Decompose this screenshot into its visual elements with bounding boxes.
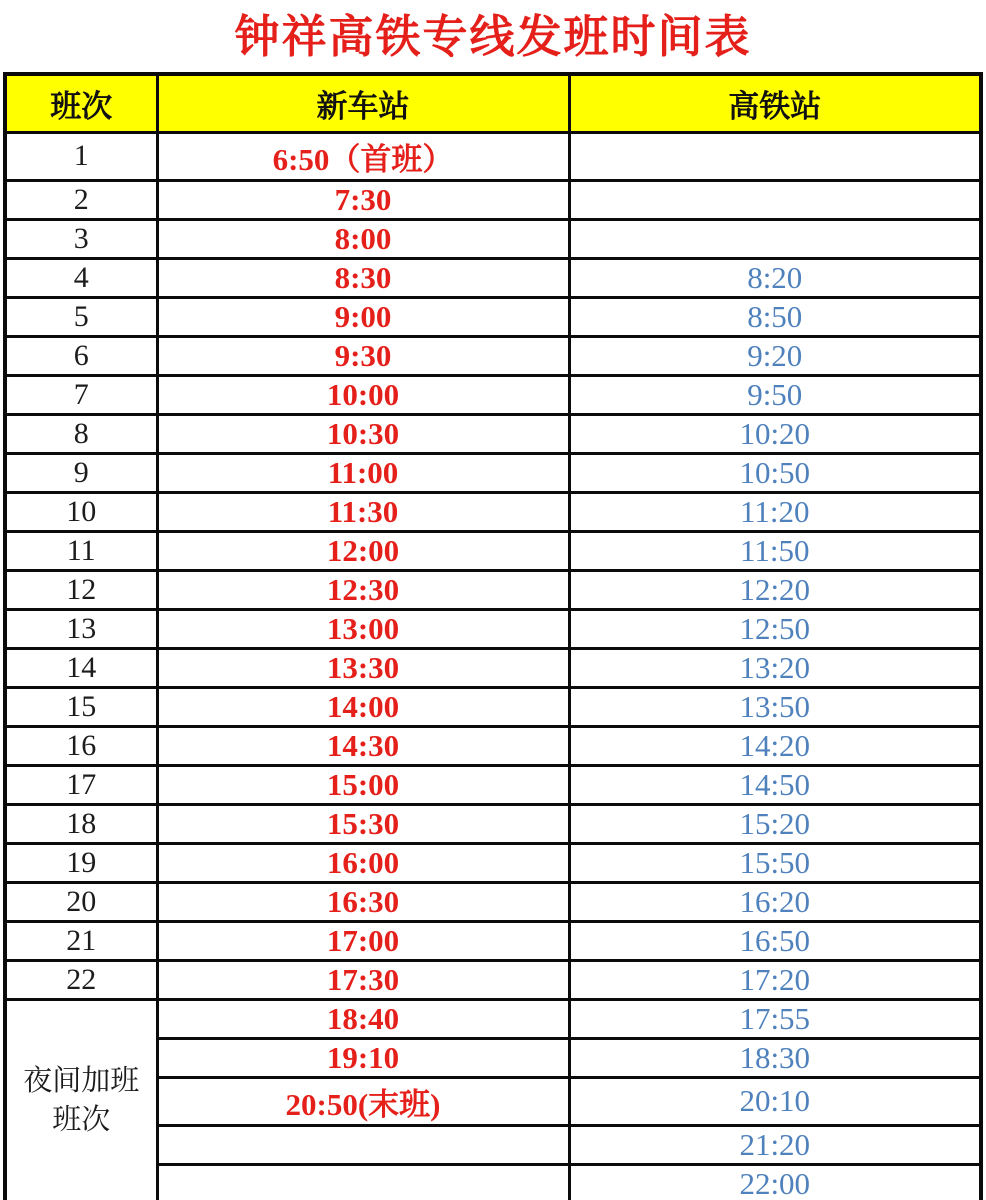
new-station-time-cell: 9:00 [157, 297, 569, 336]
new-station-time-cell: 6:50（首班） [157, 132, 569, 180]
table-row [5, 609, 981, 648]
trip-number-cell: 13 [5, 609, 157, 648]
trip-number-cell: 19 [5, 843, 157, 882]
page-title: 钟祥高铁专线发班时间表 [234, 11, 752, 62]
hsr-station-time-cell: 22:00 [569, 1164, 981, 1200]
table-row [5, 180, 981, 219]
new-station-time-cell: 12:00 [157, 531, 569, 570]
hsr-station-time-cell: 17:55 [569, 999, 981, 1038]
hsr-station-time-cell: 9:50 [569, 375, 981, 414]
new-station-time-cell: 12:30 [157, 570, 569, 609]
hsr-station-time-cell: 12:50 [569, 609, 981, 648]
hsr-station-time-cell: 13:50 [569, 687, 981, 726]
trip-number-cell: 10 [5, 492, 157, 531]
trip-number-cell: 15 [5, 687, 157, 726]
hsr-station-time-cell [569, 132, 981, 180]
hsr-station-time-cell: 8:20 [569, 258, 981, 297]
new-station-time-cell: 9:30 [157, 336, 569, 375]
col-header-trip-number: 班次 [5, 74, 157, 132]
header-row [5, 74, 981, 132]
table-row [5, 219, 981, 258]
table-row [5, 132, 981, 180]
hsr-station-time-cell: 8:50 [569, 297, 981, 336]
new-station-time-cell: 16:00 [157, 843, 569, 882]
new-station-time-cell: 14:00 [157, 687, 569, 726]
table-row [5, 531, 981, 570]
trip-number-cell: 9 [5, 453, 157, 492]
new-station-time-cell: 14:30 [157, 726, 569, 765]
trip-number-cell: 20 [5, 882, 157, 921]
trip-number-cell: 17 [5, 765, 157, 804]
col-header-new-station: 新车站 [157, 74, 569, 132]
hsr-station-time-cell: 15:50 [569, 843, 981, 882]
new-station-time-cell: 11:30 [157, 492, 569, 531]
hsr-station-time-cell: 11:20 [569, 492, 981, 531]
night-label-line-1: 夜间加班 [23, 1064, 140, 1097]
new-station-time-cell: 20:50(末班) [157, 1077, 569, 1125]
new-station-time-cell: 7:30 [157, 180, 569, 219]
new-station-time-cell [157, 1125, 569, 1164]
table-row [5, 492, 981, 531]
trip-number-cell: 5 [5, 297, 157, 336]
new-station-time-cell: 10:30 [157, 414, 569, 453]
table-row [5, 414, 981, 453]
hsr-station-time-cell: 15:20 [569, 804, 981, 843]
hsr-station-time-cell: 10:50 [569, 453, 981, 492]
table-row [5, 960, 981, 999]
table-header [5, 74, 981, 132]
trip-number-cell: 11 [5, 531, 157, 570]
hsr-station-time-cell: 13:20 [569, 648, 981, 687]
new-station-time-cell: 18:40 [157, 999, 569, 1038]
hsr-station-time-cell: 14:50 [569, 765, 981, 804]
new-station-time-cell: 17:00 [157, 921, 569, 960]
new-station-time-cell: 19:10 [157, 1038, 569, 1077]
trip-number-cell: 7 [5, 375, 157, 414]
trip-number-cell: 2 [5, 180, 157, 219]
hsr-station-time-cell: 18:30 [569, 1038, 981, 1077]
night-label-line-2: 班次 [52, 1104, 111, 1136]
hsr-station-time-cell: 21:20 [569, 1125, 981, 1164]
night-table-row [5, 999, 981, 1038]
table-row [5, 336, 981, 375]
table-row [5, 375, 981, 414]
table-row [5, 726, 981, 765]
col-header-hsr-station: 高铁站 [569, 74, 981, 132]
hsr-station-time-cell: 16:50 [569, 921, 981, 960]
trip-number-cell: 21 [5, 921, 157, 960]
trip-number-cell: 14 [5, 648, 157, 687]
night-extra-trips-label [5, 999, 157, 1200]
new-station-time-cell: 10:00 [157, 375, 569, 414]
departure-timetable [3, 72, 983, 1200]
trip-number-cell: 16 [5, 726, 157, 765]
table-row [5, 687, 981, 726]
table-row [5, 297, 981, 336]
hsr-station-time-cell: 16:20 [569, 882, 981, 921]
table-row [5, 570, 981, 609]
hsr-station-time-cell: 17:20 [569, 960, 981, 999]
table-row [5, 258, 981, 297]
hsr-station-time-cell: 9:20 [569, 336, 981, 375]
new-station-time-cell: 16:30 [157, 882, 569, 921]
table-row [5, 648, 981, 687]
hsr-station-time-cell: 10:20 [569, 414, 981, 453]
new-station-time-cell: 13:30 [157, 648, 569, 687]
hsr-station-time-cell: 14:20 [569, 726, 981, 765]
table-row [5, 882, 981, 921]
hsr-station-time-cell: 20:10 [569, 1077, 981, 1125]
new-station-time-cell: 13:00 [157, 609, 569, 648]
new-station-time-cell: 17:30 [157, 960, 569, 999]
trip-number-cell: 22 [5, 960, 157, 999]
trip-number-cell: 6 [5, 336, 157, 375]
table-row [5, 843, 981, 882]
new-station-time-cell: 15:30 [157, 804, 569, 843]
trip-number-cell: 3 [5, 219, 157, 258]
new-station-time-cell: 11:00 [157, 453, 569, 492]
table-row [5, 921, 981, 960]
hsr-station-time-cell [569, 180, 981, 219]
new-station-time-cell: 15:00 [157, 765, 569, 804]
table-body [5, 132, 981, 1200]
table-row [5, 804, 981, 843]
hsr-station-time-cell: 11:50 [569, 531, 981, 570]
trip-number-cell: 12 [5, 570, 157, 609]
hsr-station-time-cell [569, 219, 981, 258]
table-row [5, 453, 981, 492]
hsr-station-time-cell: 12:20 [569, 570, 981, 609]
new-station-time-cell: 8:30 [157, 258, 569, 297]
new-station-time-cell: 8:00 [157, 219, 569, 258]
table-row [5, 765, 981, 804]
trip-number-cell: 18 [5, 804, 157, 843]
trip-number-cell: 1 [5, 132, 157, 180]
trip-number-cell: 8 [5, 414, 157, 453]
trip-number-cell: 4 [5, 258, 157, 297]
new-station-time-cell [157, 1164, 569, 1200]
